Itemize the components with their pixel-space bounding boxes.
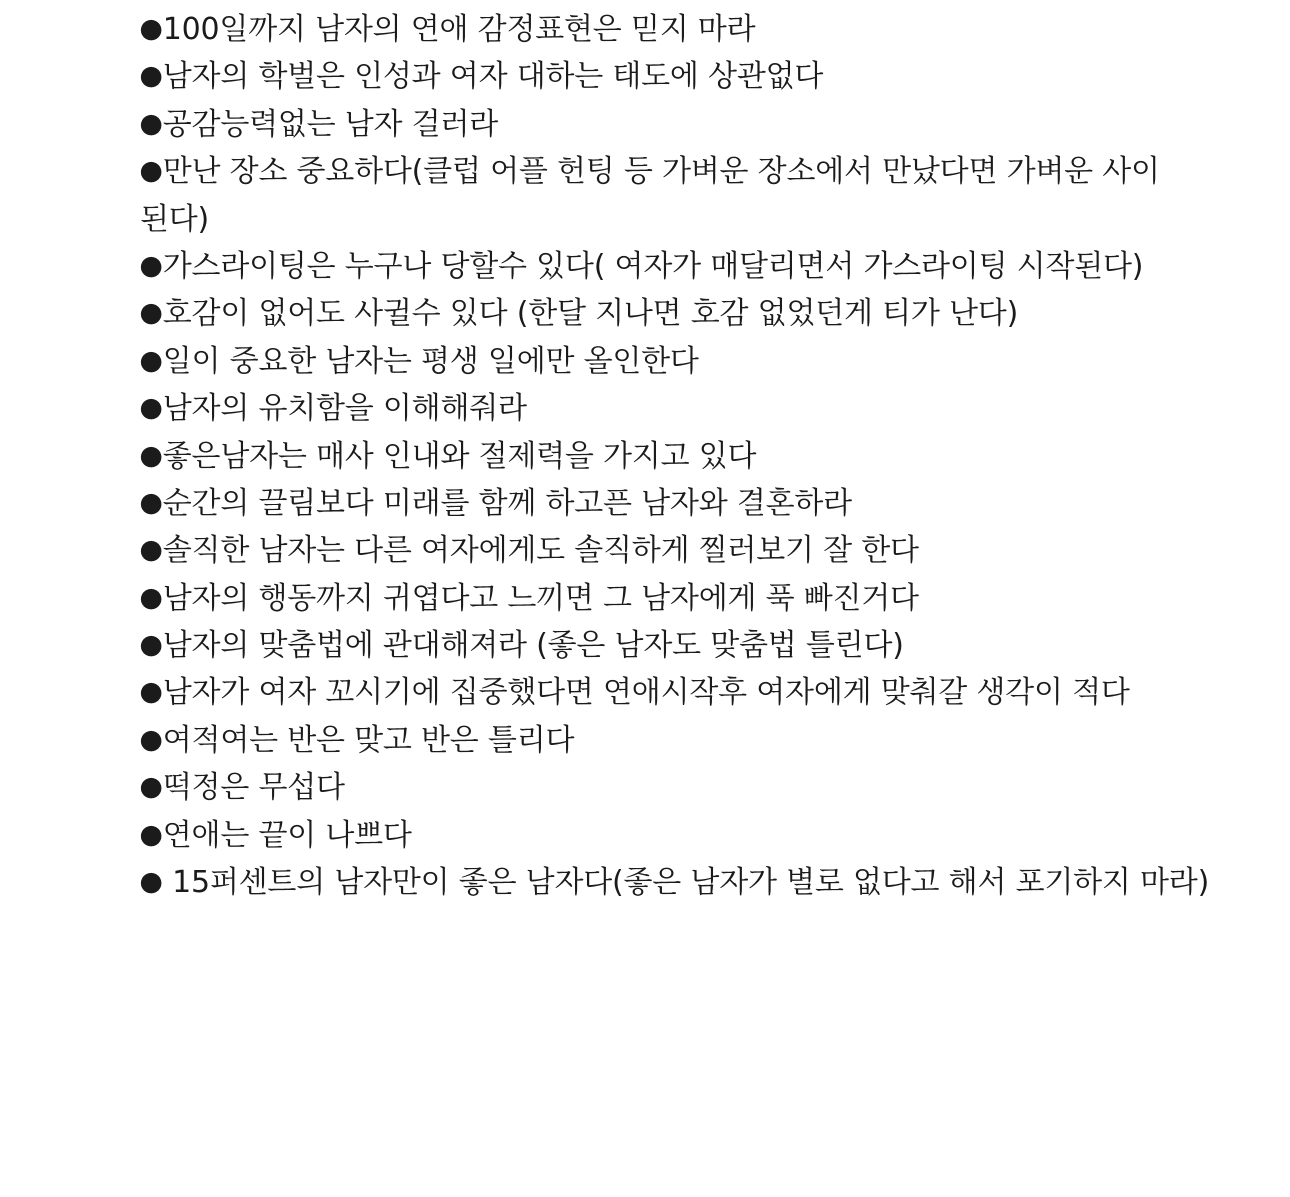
list-item — [140, 717, 1210, 764]
list-item — [140, 338, 1210, 385]
bullet-icon: ● — [139, 344, 163, 376]
list-item — [140, 622, 1210, 669]
list-item — [140, 101, 1210, 148]
bullet-icon: ● — [139, 439, 163, 471]
list-item — [140, 527, 1210, 574]
list-item — [140, 148, 1210, 243]
bullet-icon: ● — [139, 107, 163, 139]
advice-list — [140, 6, 1210, 906]
bullet-icon: ● — [139, 60, 163, 92]
list-item-text: 떡정은 무섭다 — [162, 770, 345, 806]
list-item — [140, 433, 1210, 480]
list-item — [140, 669, 1210, 716]
list-item-text: 남자의 유치함을 이해해줘라 — [162, 391, 527, 427]
bullet-icon: ● — [139, 818, 163, 850]
list-item-text: 남자의 행동까지 귀엽다고 느끼면 그 남자에게 푹 빠진거다 — [162, 580, 919, 616]
list-item-text: 가스라이팅은 누구나 당할수 있다( 여자가 매달리면서 가스라이팅 시작된다) — [162, 248, 1144, 284]
list-item-text: 공감능력없는 남자 걸러라 — [162, 106, 499, 142]
list-item-text: 여적여는 반은 맞고 반은 틀리다 — [162, 722, 575, 758]
list-item-text: 100일까지 남자의 연애 감정표현은 믿지 마라 — [162, 12, 756, 47]
list-item — [140, 764, 1210, 811]
bullet-icon: ● — [139, 676, 163, 708]
bullet-icon: ● — [139, 486, 163, 518]
list-item — [140, 385, 1210, 432]
bullet-icon: ● — [139, 392, 163, 424]
list-item-text: 15퍼센트의 남자만이 좋은 남자다(좋은 남자가 별로 없다고 해서 포기하지 마라) — [162, 865, 1210, 901]
bullet-icon: ● — [139, 629, 163, 661]
list-item-text: 만난 장소 중요하다(클럽 어플 헌팅 등 가벼운 장소에서 만났다면 가벼운 사이 된다) — [140, 154, 1160, 237]
list-item-text: 솔직한 남자는 다른 여자에게도 솔직하게 찔러보기 잘 한다 — [162, 533, 919, 569]
list-item-text: 남자의 맞춤법에 관대해져라 (좋은 남자도 맞춤법 틀린다) — [162, 628, 904, 664]
list-item — [140, 575, 1210, 622]
bullet-icon: ● — [139, 155, 163, 187]
list-item — [140, 290, 1210, 337]
list-item — [140, 812, 1210, 859]
list-item — [140, 859, 1210, 906]
bullet-icon: ● — [139, 13, 163, 44]
list-item-text: 남자의 학벌은 인성과 여자 대하는 태도에 상관없다 — [162, 59, 824, 95]
list-item-text: 연애는 끝이 나쁘다 — [162, 817, 412, 853]
bullet-icon: ● — [139, 249, 163, 281]
bullet-icon: ● — [139, 297, 163, 329]
list-item — [140, 480, 1210, 527]
list-item-text: 좋은남자는 매사 인내와 절제력을 가지고 있다 — [162, 438, 757, 474]
bullet-icon: ● — [139, 581, 163, 613]
list-item — [140, 53, 1210, 100]
bullet-icon: ● — [139, 723, 163, 755]
list-item-text: 순간의 끌림보다 미래를 함께 하고픈 남자와 결혼하라 — [162, 485, 852, 521]
bullet-icon: ● — [139, 866, 163, 898]
list-item-text: 일이 중요한 남자는 평생 일에만 올인한다 — [162, 343, 699, 379]
list-item — [140, 243, 1210, 290]
bullet-icon: ● — [139, 534, 163, 566]
list-item-text: 호감이 없어도 사귈수 있다 (한달 지나면 호감 없었던게 티가 난다) — [162, 296, 1019, 332]
list-item — [140, 6, 1210, 53]
list-item-text: 남자가 여자 꼬시기에 집중했다면 연애시작후 여자에게 맞춰갈 생각이 적다 — [162, 675, 1130, 711]
bullet-icon: ● — [139, 771, 163, 803]
